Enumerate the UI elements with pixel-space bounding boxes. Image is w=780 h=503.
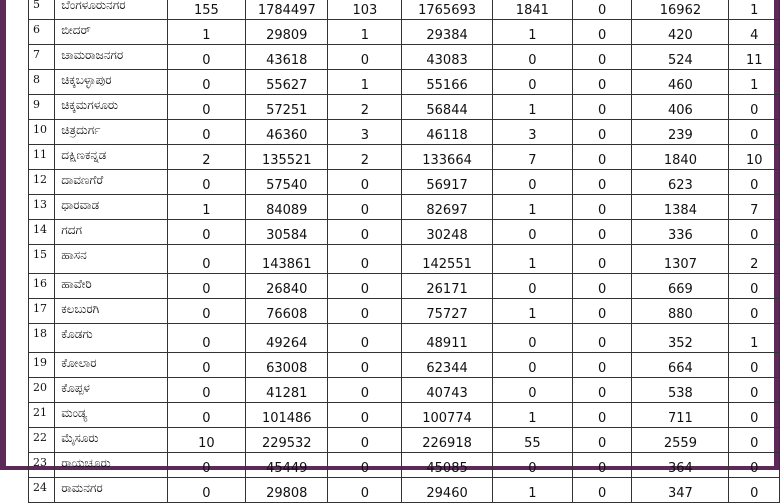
value-col-8: 0: [729, 299, 780, 324]
value-col-7: 2559: [632, 428, 729, 453]
table-row: [29, 70, 780, 95]
value-col-1: 2: [167, 145, 245, 170]
value-col-3: 0: [328, 453, 402, 478]
value-col-5: 3: [492, 120, 572, 145]
value-col-7: 1840: [632, 145, 729, 170]
value-col-2: 84089: [246, 195, 328, 220]
serial-number: 11: [29, 145, 55, 170]
serial-number: 23: [29, 453, 55, 478]
value-col-3: 0: [328, 324, 402, 353]
value-col-7: 623: [632, 170, 729, 195]
value-col-8: 0: [729, 95, 780, 120]
value-col-6: 0: [572, 353, 632, 378]
value-col-1: 155: [167, 0, 245, 20]
value-col-5: 55: [492, 428, 572, 453]
value-col-5: 7: [492, 145, 572, 170]
value-col-3: 0: [328, 245, 402, 274]
value-col-5: 1: [492, 195, 572, 220]
district-name: ರಾಮನಗರ: [55, 478, 168, 503]
table-row: [29, 245, 780, 274]
value-col-2: 63008: [246, 353, 328, 378]
value-col-6: 0: [572, 478, 632, 503]
value-col-4: 43083: [402, 45, 493, 70]
value-col-1: 0: [167, 478, 245, 503]
value-col-7: 460: [632, 70, 729, 95]
serial-number: 17: [29, 299, 55, 324]
table-body: [29, 0, 780, 503]
value-col-7: 524: [632, 45, 729, 70]
value-col-6: 0: [572, 0, 632, 20]
value-col-1: 0: [167, 95, 245, 120]
district-name: ಧಾರವಾಡ: [55, 195, 168, 220]
value-col-4: 100774: [402, 403, 493, 428]
value-col-8: 1: [729, 0, 780, 20]
value-col-6: 0: [572, 245, 632, 274]
value-col-2: 43618: [246, 45, 328, 70]
value-col-7: 336: [632, 220, 729, 245]
value-col-7: 347: [632, 478, 729, 503]
value-col-4: 56844: [402, 95, 493, 120]
value-col-1: 0: [167, 353, 245, 378]
district-name: ಮಂಡ್ಯ: [55, 403, 168, 428]
value-col-3: 1: [328, 20, 402, 45]
value-col-3: 0: [328, 274, 402, 299]
value-col-4: 1765693: [402, 0, 493, 20]
value-col-3: 2: [328, 95, 402, 120]
serial-number: 24: [29, 478, 55, 503]
value-col-2: 135521: [246, 145, 328, 170]
table-row: [29, 120, 780, 145]
serial-number: 16: [29, 274, 55, 299]
value-col-4: 29460: [402, 478, 493, 503]
table-row: [29, 220, 780, 245]
value-col-1: 0: [167, 70, 245, 95]
district-name: ಗದಗ: [55, 220, 168, 245]
value-col-3: 0: [328, 378, 402, 403]
value-col-8: 2: [729, 245, 780, 274]
value-col-3: 0: [328, 353, 402, 378]
table-row: [29, 428, 780, 453]
table-row: [29, 478, 780, 503]
table-row: [29, 403, 780, 428]
value-col-2: 229532: [246, 428, 328, 453]
value-col-1: 1: [167, 195, 245, 220]
value-col-1: 0: [167, 324, 245, 353]
serial-number: 7: [29, 45, 55, 70]
serial-number: 18: [29, 324, 55, 353]
value-col-6: 0: [572, 274, 632, 299]
district-name: ಕಲಬುರಗಿ: [55, 299, 168, 324]
value-col-5: 1: [492, 245, 572, 274]
value-col-3: 2: [328, 145, 402, 170]
district-name: ಹಾವೇರಿ: [55, 274, 168, 299]
value-col-2: 26840: [246, 274, 328, 299]
value-col-5: 1: [492, 299, 572, 324]
serial-number: 20: [29, 378, 55, 403]
value-col-6: 0: [572, 428, 632, 453]
value-col-4: 30248: [402, 220, 493, 245]
value-col-2: 143861: [246, 245, 328, 274]
value-col-4: 82697: [402, 195, 493, 220]
value-col-6: 0: [572, 20, 632, 45]
value-col-5: 1: [492, 20, 572, 45]
value-col-3: 0: [328, 478, 402, 503]
value-col-2: 45449: [246, 453, 328, 478]
value-col-5: 0: [492, 324, 572, 353]
value-col-7: 352: [632, 324, 729, 353]
table-row: [29, 378, 780, 403]
value-col-4: 48911: [402, 324, 493, 353]
value-col-6: 0: [572, 378, 632, 403]
table-row: [29, 45, 780, 70]
value-col-1: 0: [167, 378, 245, 403]
value-col-1: 0: [167, 299, 245, 324]
value-col-8: 0: [729, 120, 780, 145]
district-name: ಚಿಕ್ಕಮಗಳೂರು: [55, 95, 168, 120]
value-col-8: 1: [729, 70, 780, 95]
value-col-2: 55627: [246, 70, 328, 95]
value-col-8: 0: [729, 378, 780, 403]
value-col-5: 0: [492, 453, 572, 478]
serial-number: 8: [29, 70, 55, 95]
district-name: ಕೊಪ್ಪಳ: [55, 378, 168, 403]
district-name: ಕೋಲಾರ: [55, 353, 168, 378]
value-col-8: 0: [729, 170, 780, 195]
value-col-6: 0: [572, 145, 632, 170]
district-name: ಚಿತ್ರದುರ್ಗ: [55, 120, 168, 145]
serial-number: 10: [29, 120, 55, 145]
value-col-6: 0: [572, 70, 632, 95]
value-col-6: 0: [572, 403, 632, 428]
value-col-6: 0: [572, 195, 632, 220]
value-col-6: 0: [572, 170, 632, 195]
value-col-6: 0: [572, 299, 632, 324]
value-col-3: 1: [328, 70, 402, 95]
value-col-5: 0: [492, 378, 572, 403]
value-col-2: 57251: [246, 95, 328, 120]
value-col-1: 0: [167, 120, 245, 145]
value-col-7: 16962: [632, 0, 729, 20]
value-col-1: 0: [167, 45, 245, 70]
serial-number: 9: [29, 95, 55, 120]
value-col-2: 29809: [246, 20, 328, 45]
table-row: [29, 195, 780, 220]
value-col-5: 0: [492, 170, 572, 195]
value-col-5: 1: [492, 403, 572, 428]
district-name: ಕೊಡಗು: [55, 324, 168, 353]
value-col-7: 406: [632, 95, 729, 120]
value-col-2: 29808: [246, 478, 328, 503]
serial-number: 19: [29, 353, 55, 378]
value-col-1: 0: [167, 170, 245, 195]
value-col-4: 75727: [402, 299, 493, 324]
value-col-8: 0: [729, 403, 780, 428]
table-row: [29, 353, 780, 378]
value-col-5: 0: [492, 353, 572, 378]
serial-number: 6: [29, 20, 55, 45]
value-col-2: 101486: [246, 403, 328, 428]
value-col-4: 45085: [402, 453, 493, 478]
value-col-5: 1841: [492, 0, 572, 20]
district-name: ಚಾಮರಾಜನಗರ: [55, 45, 168, 70]
serial-number: 5: [29, 0, 55, 20]
value-col-5: 0: [492, 70, 572, 95]
value-col-2: 49264: [246, 324, 328, 353]
table-row: [29, 145, 780, 170]
value-col-3: 0: [328, 428, 402, 453]
value-col-1: 10: [167, 428, 245, 453]
value-col-6: 0: [572, 45, 632, 70]
value-col-8: 11: [729, 45, 780, 70]
value-col-7: 1307: [632, 245, 729, 274]
value-col-2: 1784497: [246, 0, 328, 20]
value-col-2: 57540: [246, 170, 328, 195]
value-col-4: 226918: [402, 428, 493, 453]
serial-number: 15: [29, 245, 55, 274]
value-col-7: 420: [632, 20, 729, 45]
value-col-2: 41281: [246, 378, 328, 403]
serial-number: 13: [29, 195, 55, 220]
value-col-3: 0: [328, 403, 402, 428]
value-col-4: 26171: [402, 274, 493, 299]
value-col-7: 880: [632, 299, 729, 324]
value-col-7: 538: [632, 378, 729, 403]
value-col-3: 0: [328, 45, 402, 70]
district-name: ಬೀದರ್: [55, 20, 168, 45]
value-col-1: 0: [167, 403, 245, 428]
value-col-7: 364: [632, 453, 729, 478]
value-col-5: 0: [492, 220, 572, 245]
value-col-8: 10: [729, 145, 780, 170]
value-col-3: 0: [328, 299, 402, 324]
value-col-5: 1: [492, 95, 572, 120]
value-col-5: 0: [492, 274, 572, 299]
value-col-8: 0: [729, 478, 780, 503]
value-col-8: 0: [729, 274, 780, 299]
table-row: [29, 299, 780, 324]
value-col-8: 7: [729, 195, 780, 220]
district-name: ರಾಯಚೂರು: [55, 453, 168, 478]
table-row: [29, 20, 780, 45]
value-col-4: 46118: [402, 120, 493, 145]
serial-number: 12: [29, 170, 55, 195]
district-name: ದಾವಣಗೆರೆ: [55, 170, 168, 195]
value-col-6: 0: [572, 120, 632, 145]
district-name: ಮೈಸೂರು: [55, 428, 168, 453]
value-col-1: 0: [167, 220, 245, 245]
value-col-1: 0: [167, 453, 245, 478]
value-col-4: 142551: [402, 245, 493, 274]
value-col-4: 40743: [402, 378, 493, 403]
value-col-2: 46360: [246, 120, 328, 145]
value-col-4: 133664: [402, 145, 493, 170]
table-row: [29, 170, 780, 195]
value-col-5: 1: [492, 478, 572, 503]
value-col-7: 669: [632, 274, 729, 299]
value-col-7: 1384: [632, 195, 729, 220]
value-col-4: 62344: [402, 353, 493, 378]
serial-number: 22: [29, 428, 55, 453]
table-row: [29, 0, 780, 20]
value-col-2: 76608: [246, 299, 328, 324]
value-col-4: 29384: [402, 20, 493, 45]
value-col-7: 711: [632, 403, 729, 428]
value-col-3: 0: [328, 170, 402, 195]
value-col-8: 4: [729, 20, 780, 45]
serial-number: 21: [29, 403, 55, 428]
value-col-8: 0: [729, 453, 780, 478]
value-col-3: 0: [328, 195, 402, 220]
value-col-5: 0: [492, 45, 572, 70]
value-col-6: 0: [572, 324, 632, 353]
value-col-8: 0: [729, 428, 780, 453]
district-statistics-table: [28, 0, 780, 503]
table-row: [29, 324, 780, 353]
table-row: [29, 274, 780, 299]
value-col-6: 0: [572, 453, 632, 478]
value-col-3: 103: [328, 0, 402, 20]
value-col-6: 0: [572, 220, 632, 245]
value-col-4: 55166: [402, 70, 493, 95]
district-name: ದಕ್ಷಿಣಕನ್ನಡ: [55, 145, 168, 170]
table-row: [29, 95, 780, 120]
value-col-7: 664: [632, 353, 729, 378]
value-col-8: 0: [729, 353, 780, 378]
value-col-3: 3: [328, 120, 402, 145]
value-col-1: 0: [167, 274, 245, 299]
value-col-1: 1: [167, 20, 245, 45]
value-col-1: 0: [167, 245, 245, 274]
value-col-8: 0: [729, 220, 780, 245]
table-row: [29, 453, 780, 478]
value-col-2: 30584: [246, 220, 328, 245]
value-col-3: 0: [328, 220, 402, 245]
serial-number: 14: [29, 220, 55, 245]
value-col-4: 56917: [402, 170, 493, 195]
value-col-7: 239: [632, 120, 729, 145]
value-col-8: 1: [729, 324, 780, 353]
district-name: ಹಾಸನ: [55, 245, 168, 274]
value-col-6: 0: [572, 95, 632, 120]
district-name: ಚಿಕ್ಕಬಳ್ಳಾಪುರ: [55, 70, 168, 95]
district-name: ಬೆಂಗಳೂರುನಗರ: [55, 0, 168, 20]
